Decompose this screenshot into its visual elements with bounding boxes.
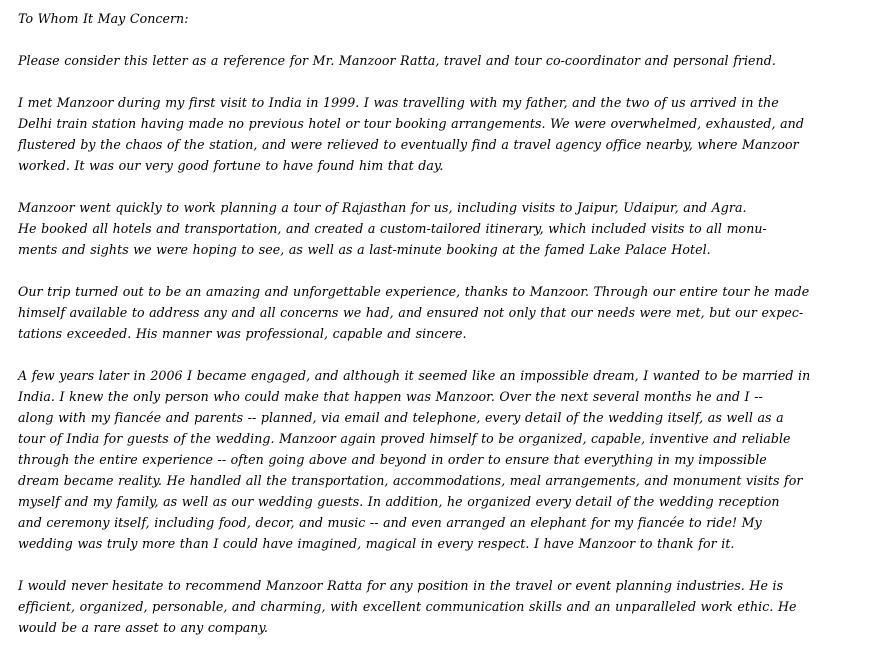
text-line: ments and sights we were hoping to see, as well as a last-minute booking at the famed Lake Palace Hotel.	[18, 242, 711, 257]
text-line: flustered by the chaos of the station, and were relieved to eventually find a travel agency office nearby, where Manzoor	[18, 137, 799, 152]
text-line: I met Manzoor during my first visit to India in 1999. I was travelling with my father, and the two of us arrived in the	[18, 95, 779, 110]
paragraph-wedding	[18, 365, 858, 554]
text-line: I would never hesitate to recommend Manzoor Ratta for any position in the travel or event planning industries. He is	[18, 578, 784, 593]
text-line: dream became reality. He handled all the transportation, accommodations, meal arrangements, and monument visits for	[18, 473, 803, 488]
paragraph-rajasthan-tour	[18, 197, 858, 260]
paragraph-first-meeting	[18, 92, 858, 176]
text-line: wedding was truly more than I could have imagined, magical in every respect. I have Manzoor to thank for it.	[18, 536, 735, 551]
text-line: tations exceeded. His manner was professional, capable and sincere.	[18, 326, 467, 341]
paragraph-trip-experience	[18, 281, 858, 344]
paragraph-recommendation	[18, 575, 858, 638]
text-line: A few years later in 2006 I became engaged, and although it seemed like an impossible dream, I wanted to be married in	[18, 368, 811, 383]
text-line: India. I knew the only person who could make that happen was Manzoor. Over the next several months he and I --	[18, 389, 763, 404]
text-line: myself and my family, as well as our wedding guests. In addition, he organized every detail of the wedding reception	[18, 494, 780, 509]
salutation: To Whom It May Concern:	[18, 11, 189, 26]
text-line: Delhi train station having made no previous hotel or tour booking arrangements. We were overwhelmed, exhausted, and	[18, 116, 804, 131]
text-line: tour of India for guests of the wedding. Manzoor again proved himself to be organized, capable, inventive and reliable	[18, 431, 791, 446]
text-line: efficient, organized, personable, and charming, with excellent communication skills and an unparalleled work ethic. He	[18, 599, 797, 614]
text-line: worked. It was our very good fortune to have found him that day.	[18, 158, 444, 173]
text-line: himself available to address any and all concerns we had, and ensured not only that our needs were met, but our expec-	[18, 305, 804, 320]
text-line: He booked all hotels and transportation, and created a custom-tailored itinerary, which included visits to all monu-	[18, 221, 767, 236]
text-line: Please consider this letter as a reference for Mr. Manzoor Ratta, travel and tour co-coordinator and personal friend.	[18, 53, 776, 68]
text-line: through the entire experience -- often going above and beyond in order to ensure that everything in my impossible	[18, 452, 767, 467]
text-line: would be a rare asset to any company.	[18, 620, 268, 635]
text-line: along with my fiancée and parents -- planned, via email and telephone, every detail of the wedding itself, as well as a	[18, 410, 784, 425]
reference-letter	[18, 8, 858, 638]
text-line: and ceremony itself, including food, decor, and music -- and even arranged an elephant for my fiancée to ride! My	[18, 515, 762, 530]
text-line: Our trip turned out to be an amazing and unforgettable experience, thanks to Manzoor. Through our entire tour he made	[18, 284, 810, 299]
text-line: Manzoor went quickly to work planning a tour of Rajasthan for us, including visits to Jaipur, Udaipur, and Agra.	[18, 200, 747, 215]
paragraph-reference-intro	[18, 50, 858, 71]
